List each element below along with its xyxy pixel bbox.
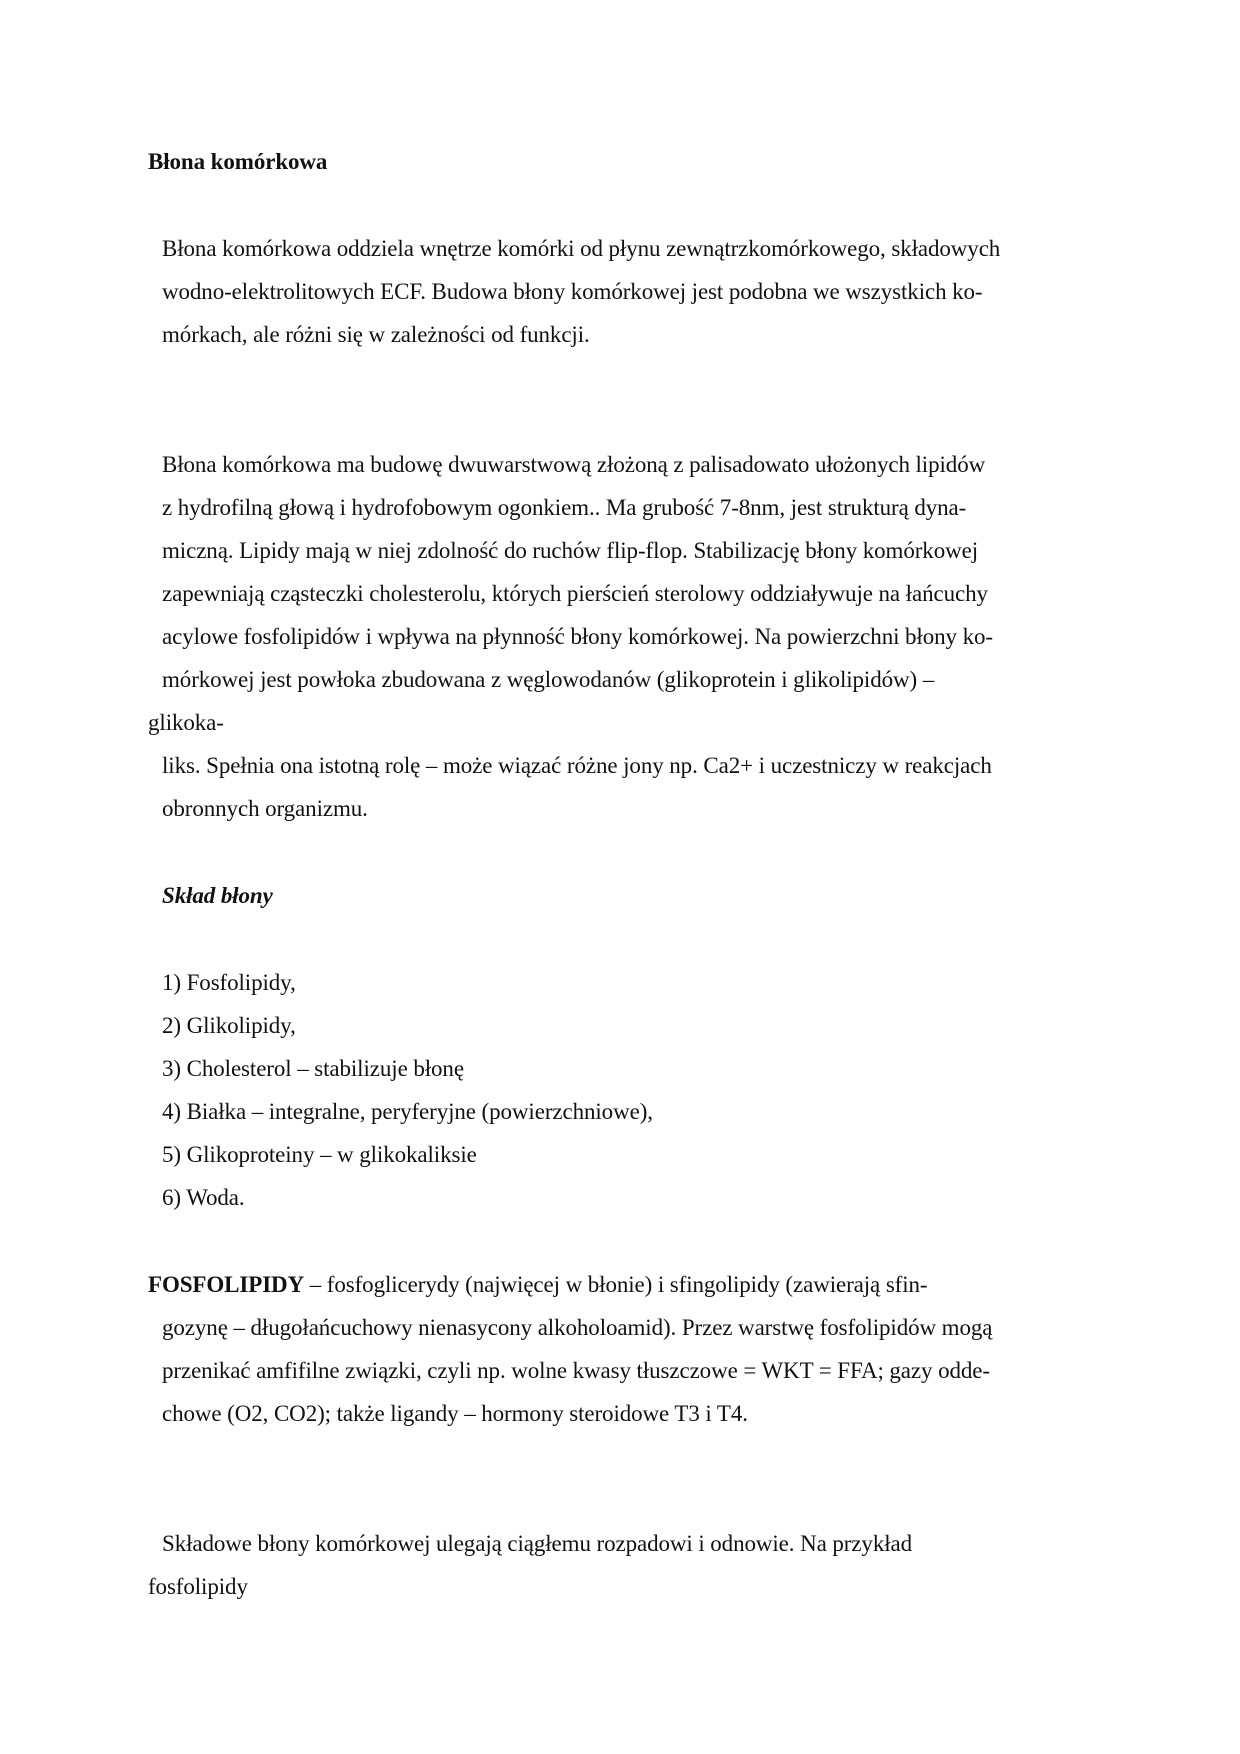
paragraph-2-line: liks. Spełnia ona istotną rolę – może wiązać różne jony np. Ca2+ i uczestniczy w reakcjach xyxy=(162,753,992,778)
last-paragraph-line: fosfolipidy xyxy=(148,1574,248,1599)
paragraph-2-line: glikoka- xyxy=(148,710,224,735)
paragraph-2-line: Błona komórkowa ma budowę dwuwarstwową złożoną z palisadowato ułożonych lipidów xyxy=(162,452,986,477)
section-heading: Skład błony xyxy=(162,883,273,908)
list-item: 3) Cholesterol – stabilizuje błonę xyxy=(162,1056,464,1081)
fosfolipidy-paragraph-line: przenikać amfifilne związki, czyli np. wolne kwasy tłuszczowe = WKT = FFA; gazy odde- xyxy=(162,1358,990,1383)
last-paragraph-line: Składowe błony komórkowej ulegają ciągłemu rozpadowi i odnowie. Na przykład xyxy=(162,1531,913,1556)
fosfolipidy-paragraph-first-line xyxy=(148,1273,927,1296)
list-item: 6) Woda. xyxy=(162,1185,245,1210)
list-item: 4) Białka – integralne, peryferyjne (powierzchniowe), xyxy=(162,1099,653,1124)
paragraph-2-line: obronnych organizmu. xyxy=(162,796,368,821)
fosfolipidy-definition: – fosfoglicerydy (najwięcej w błonie) i sfingolipidy (zawierają sfin- xyxy=(304,1272,928,1297)
list-item: 1) Fosfolipidy, xyxy=(162,970,296,995)
paragraph-1-line: Błona komórkowa oddziela wnętrze komórki od płynu zewnątrzkomórkowego, składowych xyxy=(162,236,1001,261)
paragraph-2-line: mórkowej jest powłoka zbudowana z węglowodanów (glikoprotein i glikolipidów) – xyxy=(162,667,935,692)
page-title: Błona komórkowa xyxy=(148,149,328,174)
paragraph-2-line: z hydrofilną głową i hydrofobowym ogonkiem.. Ma grubość 7-8nm, jest strukturą dyna- xyxy=(162,495,967,520)
paragraph-2-line: miczną. Lipidy mają w niej zdolność do ruchów flip-flop. Stabilizację błony komórkowej xyxy=(162,538,978,563)
fosfolipidy-paragraph-line: chowe (O2, CO2); także ligandy – hormony steroidowe T3 i T4. xyxy=(162,1401,748,1426)
paragraph-1-line: mórkach, ale różni się w zależności od funkcji. xyxy=(162,322,590,347)
paragraph-2-line: acylowe fosfolipidów i wpływa na płynność błony komórkowej. Na powierzchni błony ko- xyxy=(162,624,993,649)
fosfolipidy-paragraph-line: gozynę – długołańcuchowy nienasycony alkoholoamid). Przez warstwę fosfolipidów mogą xyxy=(162,1315,993,1340)
list-item: 5) Glikoproteiny – w glikokaliksie xyxy=(162,1142,477,1167)
paragraph-2-line: zapewniają cząsteczki cholesterolu, których pierścień sterolowy oddziaływuje na łańcuchy xyxy=(162,581,988,606)
fosfolipidy-term: FOSFOLIPIDY xyxy=(148,1272,305,1297)
list-item: 2) Glikolipidy, xyxy=(162,1013,296,1038)
paragraph-1-line: wodno-elektrolitowych ECF. Budowa błony komórkowej jest podobna we wszystkich ko- xyxy=(162,279,983,304)
